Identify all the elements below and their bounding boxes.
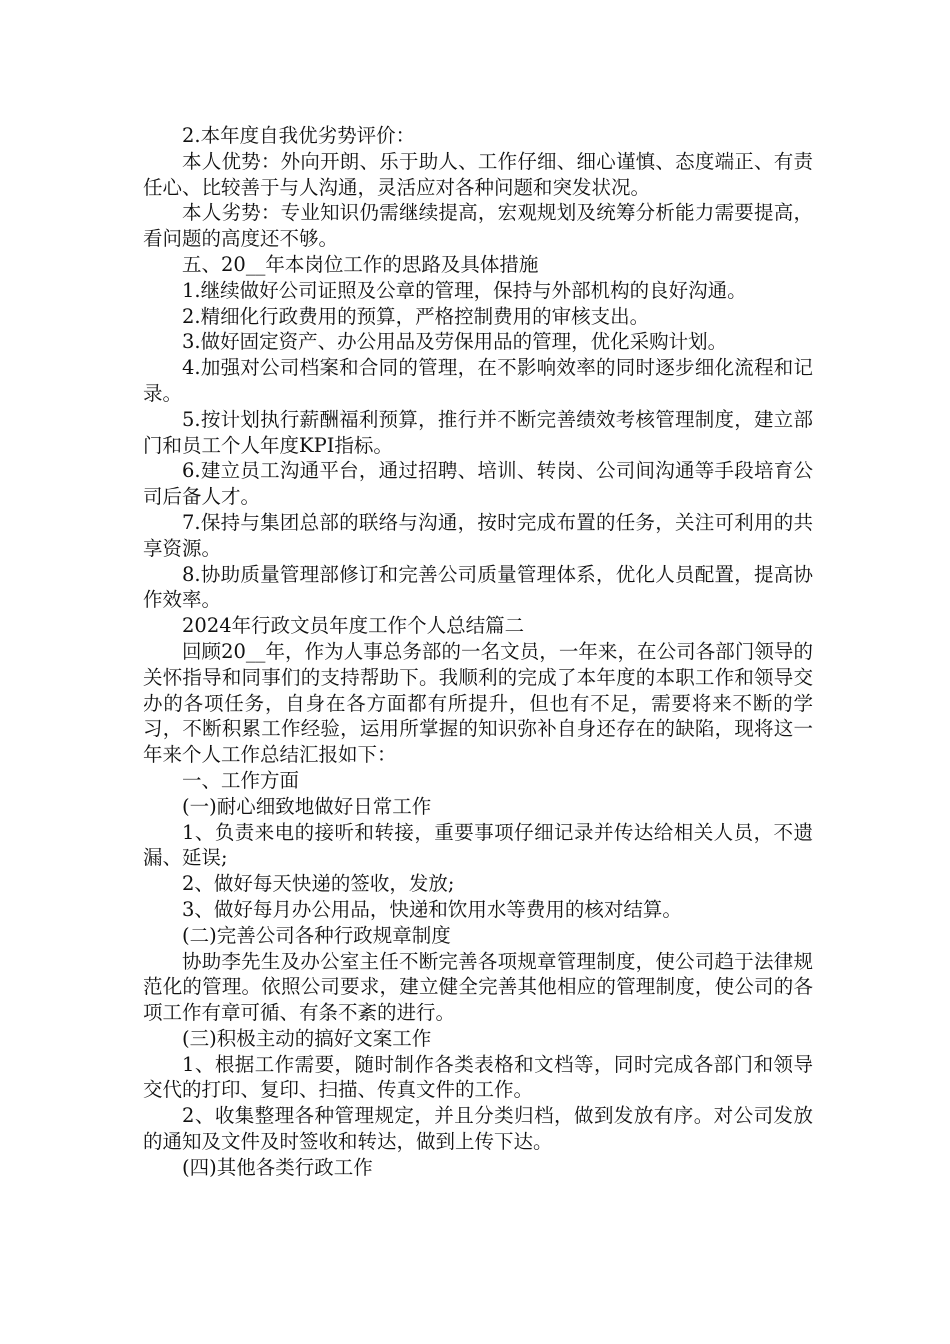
document-body xyxy=(143,123,813,1181)
section-heading-plan: 五、20__年本岗位工作的思路及具体措施 xyxy=(182,252,539,276)
subheading-other-admin: (四)其他各类行政工作 xyxy=(182,1155,373,1179)
subheading-regulations: (二)完善公司各种行政规章制度 xyxy=(182,923,451,947)
plan-item-5: 5.按计划执行薪酬福利预算，推行并不断完善绩效考核管理制度，建立部门和员工个人年度KPI指标。 xyxy=(143,407,813,457)
paragraph-self-evaluation-heading: 2.本年度自我优劣势评价： xyxy=(182,124,416,147)
plan-item-2: 2.精细化行政费用的预算，严格控制费用的审核支出。 xyxy=(182,304,650,328)
plan-item-4: 4.加强对公司档案和合同的管理，在不影响效率的同时逐步细化流程和记录。 xyxy=(143,356,813,405)
daily-item-1: 1、负责来电的接听和转接，重要事项仔细记录并传达给相关人员，不遗漏、延误; xyxy=(143,820,813,870)
plan-item-1: 1.继续做好公司证照及公章的管理，保持与外部机构的良好沟通。 xyxy=(182,278,747,302)
plan-item-6: 6.建立员工沟通平台，通过招聘、培训、转岗、公司间沟通等手段培育公司后备人才。 xyxy=(143,459,813,509)
subheading-daily-work: (一)耐心细致地做好日常工作 xyxy=(182,794,432,818)
daily-item-3: 3、做好每月办公用品，快递和饮用水等费用的核对结算。 xyxy=(182,897,682,921)
documents-item-1: 1、根据工作需要，随时制作各类表格和文档等，同时完成各部门和领导交代的打印、复印、扫描、传真文件的工作。 xyxy=(143,1052,813,1102)
documents-item-2: 2、收集整理各种管理规定，并且分类归档，做到发放有序。对公司发放的通知及文件及时签收和转达，做到上传下达。 xyxy=(143,1104,813,1154)
section-heading-work: 一、工作方面 xyxy=(182,768,300,792)
article-title-part-two: 2024年行政文员年度工作个人总结篇二 xyxy=(182,614,525,638)
paragraph-regulations: 协助李先生及办公室主任不断完善各项规章管理制度，使公司趋于法律规范化的管理。依照公司要求，建立健全完善其他相应的管理制度，使公司的各项工作有章可循、有条不紊的进行。 xyxy=(143,949,813,1025)
paragraph-weaknesses: 本人劣势：专业知识仍需继续提高，宏观规划及统筹分析能力需要提高，看问题的高度还不够。 xyxy=(143,201,813,251)
paragraph-review-intro: 回顾20__年，作为人事总务部的一名文员，一年来，在公司各部门领导的关怀指导和同事们的支持帮助下。我顺利的完成了本年度的本职工作和领导交办的各项任务，自身在各方面都有所提升，但也有不足，需要将来不断的学习，不断积累工作经验，运用所掌握的知识弥补自身还存在的缺陷，现将这一年来个人工作总结汇报如下： xyxy=(143,639,813,767)
daily-item-2: 2、做好每天快递的签收，发放; xyxy=(182,872,455,896)
plan-item-8: 8.协助质量管理部修订和完善公司质量管理体系，优化人员配置，提高协作效率。 xyxy=(143,562,813,612)
plan-item-3: 3.做好固定资产、办公用品及劳保用品的管理，优化采购计划。 xyxy=(182,330,728,354)
paragraph-strengths: 本人优势：外向开朗、乐于助人、工作仔细、细心谨慎、态度端正、有责任心、比较善于与人沟通，灵活应对各种问题和突发状况。 xyxy=(143,149,813,199)
plan-item-7: 7.保持与集团总部的联络与沟通，按时完成布置的任务，关注可利用的共享资源。 xyxy=(143,510,813,560)
subheading-documents: (三)积极主动的搞好文案工作 xyxy=(182,1026,432,1050)
